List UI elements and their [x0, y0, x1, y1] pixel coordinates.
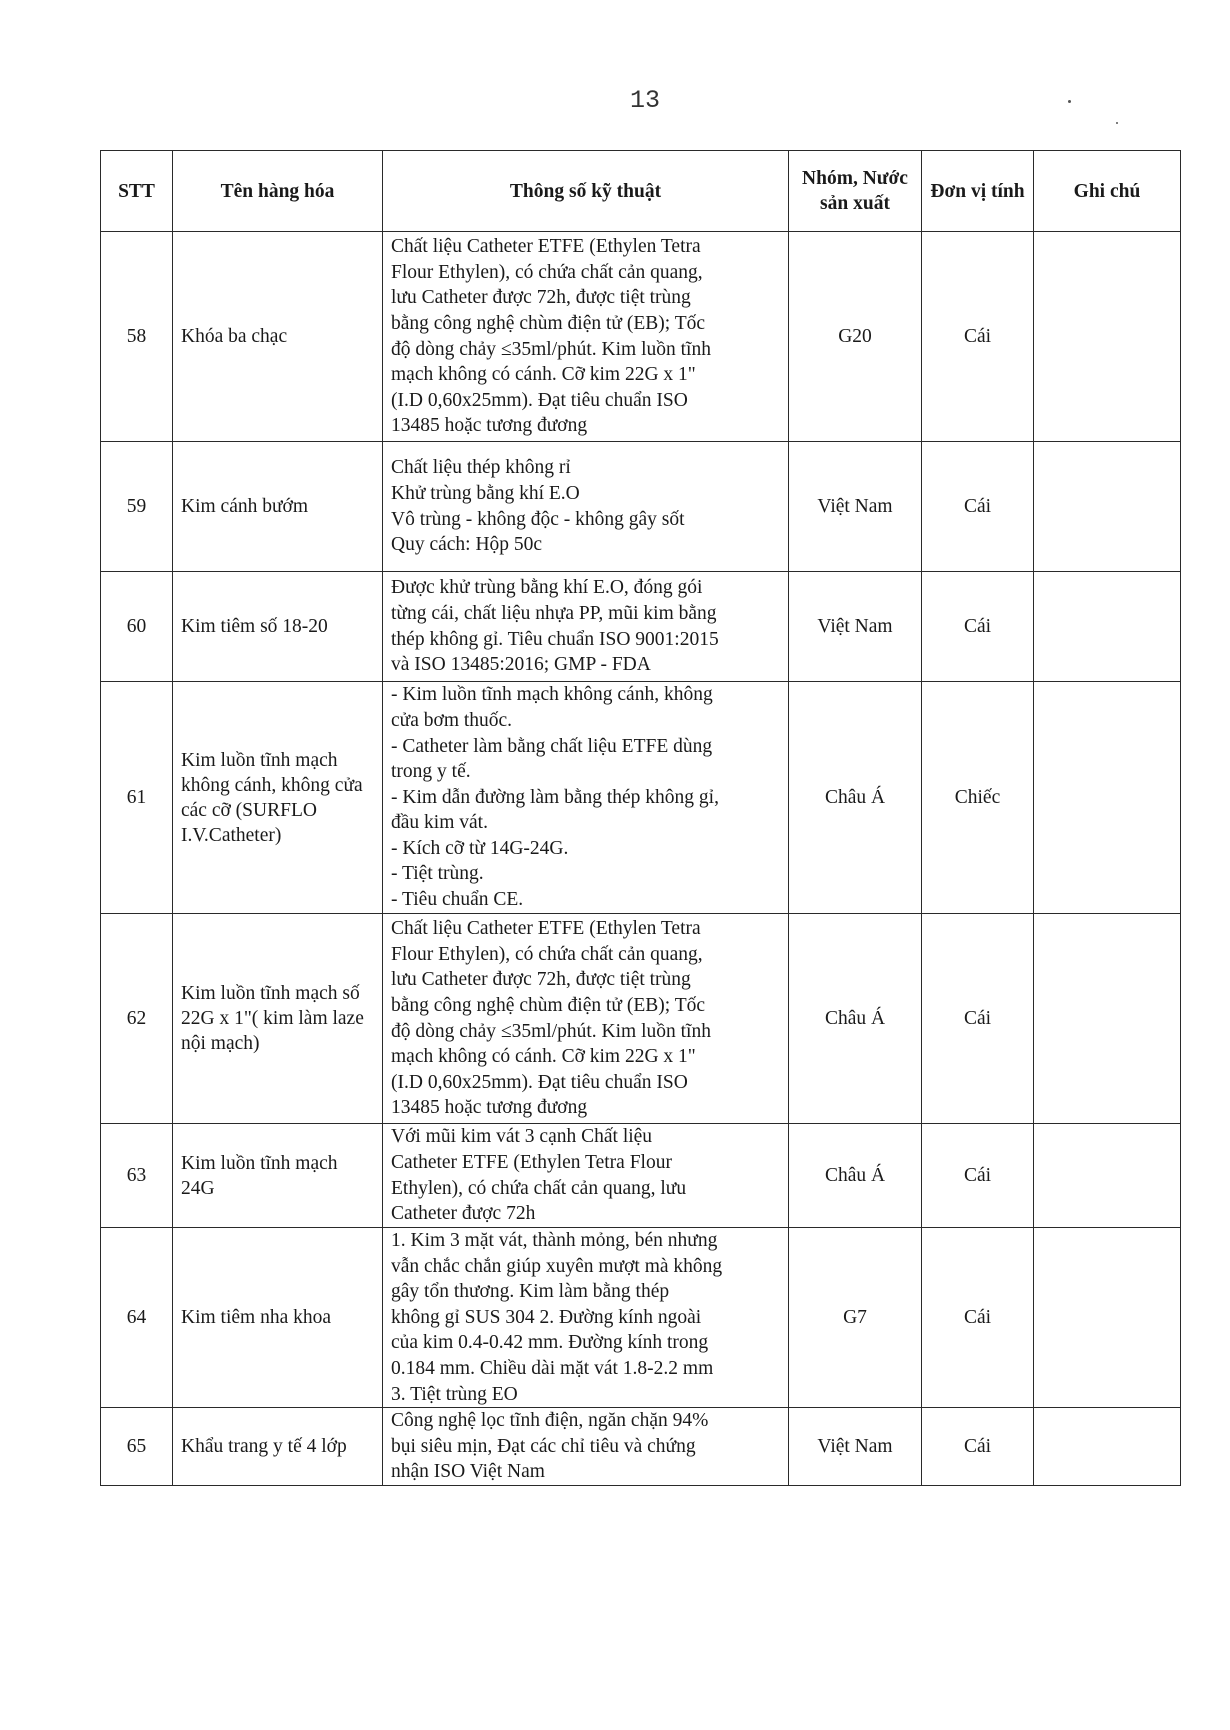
cell-stt: 63 — [101, 1124, 173, 1228]
spec-line: Ethylen), có chứa chất cản quang, lưu — [391, 1177, 687, 1199]
spec-line: Quy cách: Hộp 50c — [391, 534, 543, 556]
spec-line: mạch không có cánh. Cỡ kim 22G x 1" — [391, 1046, 696, 1068]
cell-stt: 61 — [101, 682, 173, 914]
header-note: Ghi chú — [1034, 151, 1181, 232]
spec-line: lưu Catheter được 72h, được tiệt trùng — [391, 287, 691, 309]
cell-origin: Việt Nam — [789, 572, 922, 682]
spec-line: Với mũi kim vát 3 cạnh Chất liệu — [391, 1126, 653, 1148]
table-row — [101, 1124, 1181, 1228]
spec-line: 13485 hoặc tương đương — [391, 1097, 588, 1119]
cell-unit: Cái — [922, 914, 1034, 1124]
cell-unit: Cái — [922, 232, 1034, 442]
spec-line: - Kim luồn tĩnh mạch không cánh, không — [391, 684, 713, 706]
cell-stt: 64 — [101, 1228, 173, 1408]
spec-line: Công nghệ lọc tĩnh điện, ngăn chặn 94% — [391, 1410, 709, 1432]
spec-line: cửa bơm thuốc. — [391, 709, 513, 731]
cell-name: Kim luồn tĩnh mạch số 22G x 1"( kim làm laze nội mạch) — [173, 914, 383, 1124]
cell-stt: 59 — [101, 442, 173, 572]
cell-unit: Cái — [922, 572, 1034, 682]
table-row — [101, 442, 1181, 572]
cell-name: Kim luồn tĩnh mạch 24G — [173, 1124, 383, 1228]
cell-note — [1034, 1228, 1181, 1408]
cell-spec — [383, 1228, 789, 1408]
spec-line: độ dòng chảy ≤35ml/phút. Kim luồn tĩnh — [391, 1020, 711, 1042]
spec-line: của kim 0.4-0.42 mm. Đường kính trong — [391, 1332, 709, 1354]
cell-spec — [383, 682, 789, 914]
cell-name: Khóa ba chạc — [173, 232, 383, 442]
cell-stt: 60 — [101, 572, 173, 682]
spec-line: Vô trùng - không độc - không gây sốt — [391, 508, 685, 530]
cell-spec — [383, 572, 789, 682]
spec-line: Catheter ETFE (Ethylen Tetra Flour — [391, 1151, 672, 1173]
spec-line: bụi siêu mịn, Đạt các chỉ tiêu và chứng — [391, 1435, 696, 1457]
cell-origin: G7 — [789, 1228, 922, 1408]
cell-spec — [383, 442, 789, 572]
spec-line: độ dòng chảy ≤35ml/phút. Kim luồn tĩnh — [391, 338, 711, 360]
cell-note — [1034, 232, 1181, 442]
spec-line: lưu Catheter được 72h, được tiệt trùng — [391, 969, 691, 991]
cell-spec — [383, 232, 789, 442]
spec-line: từng cái, chất liệu nhựa PP, mũi kim bằng — [391, 602, 717, 624]
table-row — [101, 232, 1181, 442]
cell-origin: Châu Á — [789, 1124, 922, 1228]
cell-name: Khẩu trang y tế 4 lớp — [173, 1408, 383, 1486]
cell-stt: 62 — [101, 914, 173, 1124]
table-row — [101, 572, 1181, 682]
cell-origin: Châu Á — [789, 682, 922, 914]
spec-line: đầu kim vát. — [391, 812, 488, 834]
spec-line: Catheter được 72h — [391, 1203, 536, 1225]
cell-stt: 58 — [101, 232, 173, 442]
cell-spec — [383, 1124, 789, 1228]
cell-unit: Chiếc — [922, 682, 1034, 914]
cell-note — [1034, 572, 1181, 682]
cell-note — [1034, 1124, 1181, 1228]
spec-line: Flour Ethylen), có chứa chất cản quang, — [391, 261, 703, 283]
cell-unit: Cái — [922, 442, 1034, 572]
spec-line: và ISO 13485:2016; GMP - FDA — [391, 654, 651, 676]
header-origin: Nhóm, Nước sản xuất — [789, 151, 922, 232]
spec-line: mạch không có cánh. Cỡ kim 22G x 1" — [391, 364, 696, 386]
cell-unit: Cái — [922, 1408, 1034, 1486]
spec-line: - Kích cỡ từ 14G-24G. — [391, 837, 569, 859]
cell-name: Kim cánh bướm — [173, 442, 383, 572]
cell-name: Kim tiêm số 18-20 — [173, 572, 383, 682]
scan-speck — [1116, 122, 1118, 124]
spec-line: Chất liệu Catheter ETFE (Ethylen Tetra — [391, 918, 701, 940]
cell-spec — [383, 914, 789, 1124]
table-row — [101, 682, 1181, 914]
table-body — [101, 232, 1181, 1486]
header-name: Tên hàng hóa — [173, 151, 383, 232]
spec-line: 0.184 mm. Chiều dài mặt vát 1.8-2.2 mm — [391, 1357, 714, 1379]
spec-line: - Tiêu chuẩn CE. — [391, 889, 524, 911]
header-stt: STT — [101, 151, 173, 232]
spec-line: (I.D 0,60x25mm). Đạt tiêu chuẩn ISO — [391, 1071, 688, 1093]
header-spec: Thông số kỹ thuật — [383, 151, 789, 232]
spec-line: - Kim dẫn đường làm bằng thép không gỉ, — [391, 786, 719, 808]
cell-note — [1034, 1408, 1181, 1486]
spec-line: vẫn chắc chắn giúp xuyên mượt mà không — [391, 1255, 723, 1277]
cell-origin: Việt Nam — [789, 442, 922, 572]
spec-line: trong y tế. — [391, 761, 471, 783]
spec-line: Chất liệu Catheter ETFE (Ethylen Tetra — [391, 236, 701, 258]
header-unit: Đơn vị tính — [922, 151, 1034, 232]
cell-origin: Châu Á — [789, 914, 922, 1124]
spec-line: bằng công nghệ chùm điện tử (EB); Tốc — [391, 994, 706, 1016]
cell-unit: Cái — [922, 1228, 1034, 1408]
spec-line: Flour Ethylen), có chứa chất cản quang, — [391, 943, 703, 965]
cell-name: Kim luồn tĩnh mạch không cánh, không cửa các cỡ (SURFLO I.V.Catheter) — [173, 682, 383, 914]
cell-note — [1034, 914, 1181, 1124]
spec-line: bằng công nghệ chùm điện tử (EB); Tốc — [391, 312, 706, 334]
spec-line: (I.D 0,60x25mm). Đạt tiêu chuẩn ISO — [391, 389, 688, 411]
spec-line: Khử trùng bằng khí E.O — [391, 482, 580, 504]
scan-speck — [1068, 100, 1071, 103]
cell-stt: 65 — [101, 1408, 173, 1486]
spec-line: 1. Kim 3 mặt vát, thành mỏng, bén nhưng — [391, 1230, 718, 1251]
spec-line: 3. Tiệt trùng EO — [391, 1383, 518, 1405]
spec-line: 13485 hoặc tương đương — [391, 415, 588, 437]
table-row — [101, 1228, 1181, 1408]
table-header-row — [101, 151, 1181, 232]
cell-origin: G20 — [789, 232, 922, 442]
spec-line: - Tiệt trùng. — [391, 863, 484, 885]
table-row — [101, 1408, 1181, 1486]
spec-line: nhận ISO Việt Nam — [391, 1461, 545, 1483]
cell-origin: Việt Nam — [789, 1408, 922, 1486]
product-spec-table — [100, 150, 1181, 1486]
cell-note — [1034, 442, 1181, 572]
spec-line: Chất liệu thép không rỉ — [391, 457, 571, 479]
spec-line: không gỉ SUS 304 2. Đường kính ngoài — [391, 1306, 702, 1328]
cell-unit: Cái — [922, 1124, 1034, 1228]
cell-name: Kim tiêm nha khoa — [173, 1228, 383, 1408]
cell-spec — [383, 1408, 789, 1486]
table-row — [101, 914, 1181, 1124]
spec-line: Được khử trùng bằng khí E.O, đóng gói — [391, 577, 703, 599]
spec-line: thép không gỉ. Tiêu chuẩn ISO 9001:2015 — [391, 628, 719, 650]
spec-line: gây tổn thương. Kim làm bằng thép — [391, 1281, 670, 1303]
spec-line: - Catheter làm bằng chất liệu ETFE dùng — [391, 735, 713, 757]
cell-note — [1034, 682, 1181, 914]
page-number: 13 — [629, 86, 660, 115]
